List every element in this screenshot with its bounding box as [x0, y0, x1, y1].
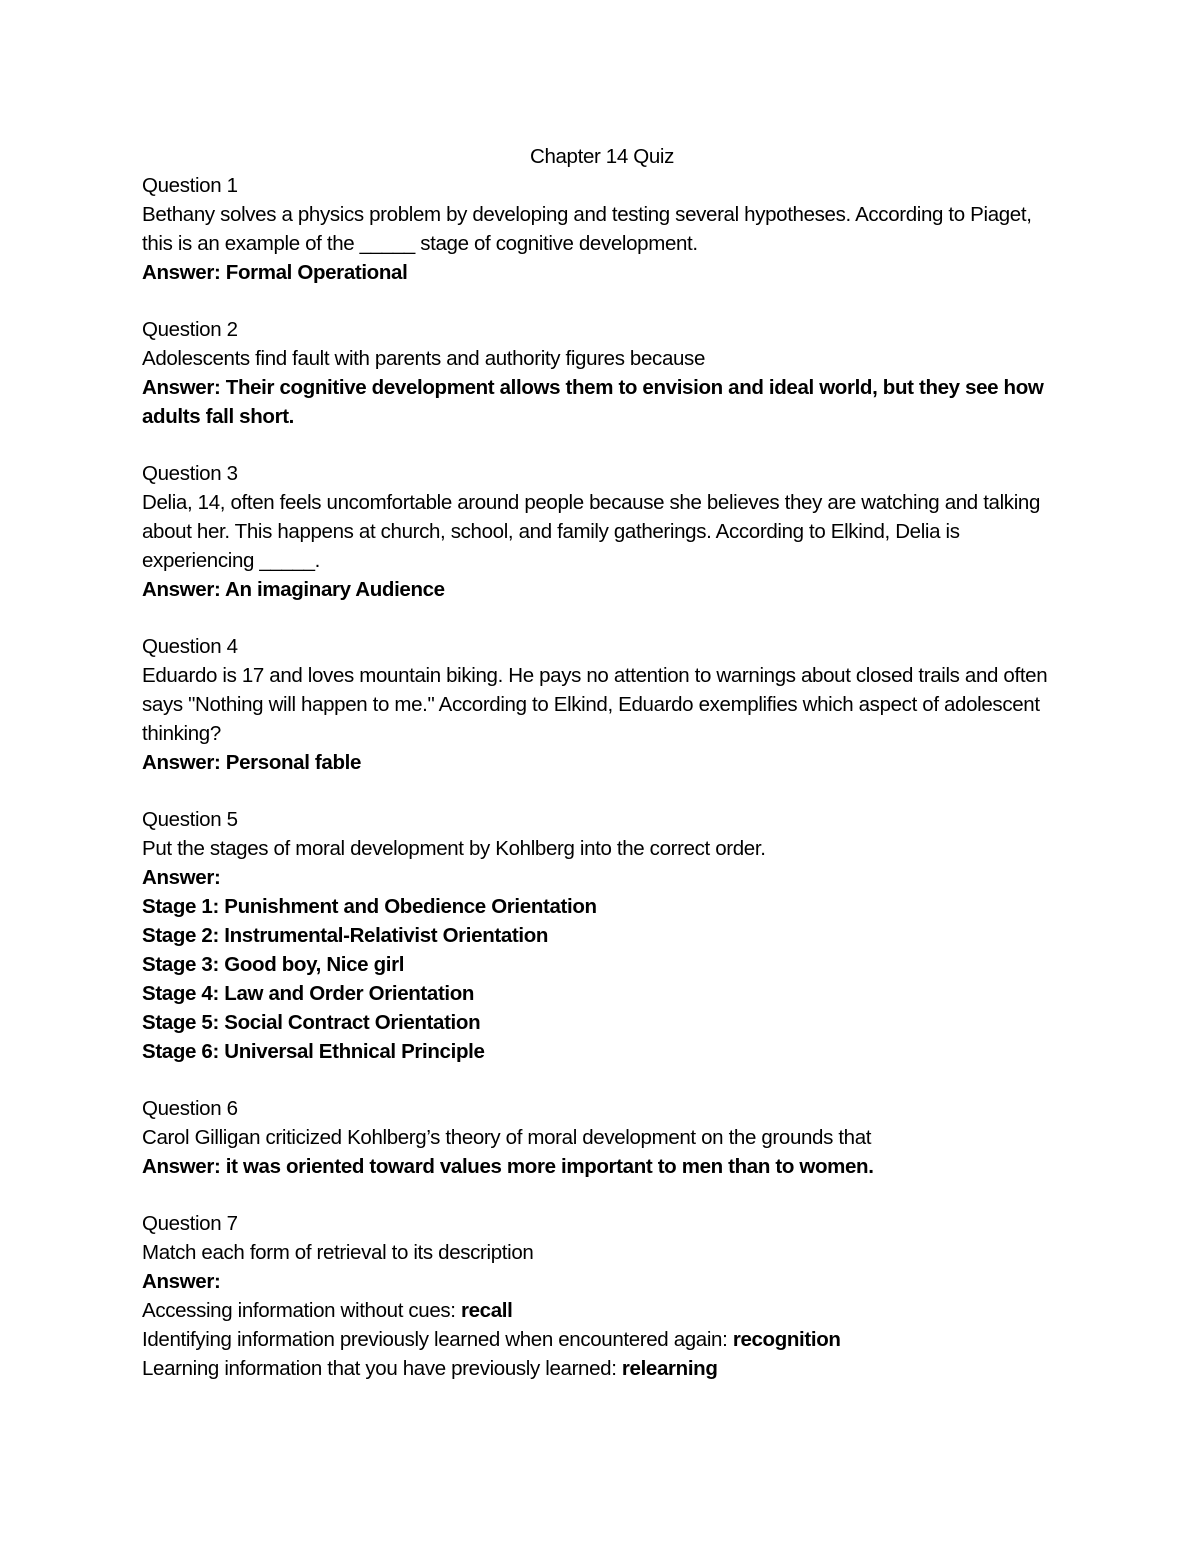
- answer-text: Answer: An imaginary Audience: [142, 578, 445, 601]
- document-title: Chapter 14 Quiz: [529, 145, 675, 168]
- answer-text: Answer: it was oriented toward values more important to men than to women.: [142, 1155, 874, 1178]
- question-6: [142, 1094, 1062, 1181]
- question-label: Question 5: [142, 808, 238, 831]
- question-4: [142, 632, 1062, 777]
- question-7: [142, 1209, 1062, 1383]
- match-term: recall: [460, 1299, 513, 1322]
- match-item: [142, 1296, 1062, 1325]
- question-text: Match each form of retrieval to its description: [142, 1241, 534, 1264]
- question-text: Eduardo is 17 and loves mountain biking. He pays no attention to warnings about closed trails and often says "Nothing will happen to me." According to Elkind, Eduardo exemplifies which aspect of adolescent thinking?: [142, 664, 1048, 745]
- question-1: [142, 171, 1062, 287]
- question-label: Question 4: [142, 635, 238, 658]
- stage-item: Stage 5: Social Contract Orientation: [142, 1011, 481, 1034]
- question-label: Question 2: [142, 318, 238, 341]
- stage-item: Stage 2: Instrumental-Relativist Orientation: [142, 924, 549, 947]
- stage-item: Stage 1: Punishment and Obedience Orientation: [142, 895, 597, 918]
- match-term: relearning: [621, 1357, 718, 1380]
- stage-item: Stage 6: Universal Ethnical Principle: [142, 1040, 485, 1063]
- answer-text: Answer: Personal fable: [142, 751, 362, 774]
- match-description: Learning information that you have previously learned:: [142, 1357, 622, 1380]
- match-item: [142, 1354, 1062, 1383]
- match-term: recognition: [732, 1328, 841, 1351]
- question-text: Adolescents find fault with parents and authority figures because: [142, 347, 705, 370]
- stage-item: Stage 4: Law and Order Orientation: [142, 982, 475, 1005]
- question-text: Put the stages of moral development by Kohlberg into the correct order.: [142, 837, 766, 860]
- quiz-document: [142, 142, 1062, 1411]
- question-2: [142, 315, 1062, 431]
- question-text: Carol Gilligan criticized Kohlberg’s theory of moral development on the grounds that: [142, 1126, 872, 1149]
- question-label: Question 3: [142, 462, 238, 485]
- match-description: Accessing information without cues:: [142, 1299, 461, 1322]
- match-item: [142, 1325, 1062, 1354]
- question-label: Question 7: [142, 1212, 238, 1235]
- answer-heading: Answer:: [142, 1270, 221, 1293]
- question-label: Question 6: [142, 1097, 238, 1120]
- match-description: Identifying information previously learned when encountered again:: [142, 1328, 733, 1351]
- question-3: [142, 459, 1062, 604]
- question-5: [142, 805, 1062, 1066]
- answer-heading: Answer:: [142, 866, 221, 889]
- answer-text: Answer: Formal Operational: [142, 261, 408, 284]
- answer-text: Answer: Their cognitive development allows them to envision and ideal world, but they see how adults fall short.: [142, 376, 1044, 428]
- question-text: Bethany solves a physics problem by developing and testing several hypotheses. According to Piaget, this is an example of the _____ stage of cognitive development.: [142, 203, 1032, 255]
- stage-item: Stage 3: Good boy, Nice girl: [142, 953, 405, 976]
- question-label: Question 1: [142, 174, 238, 197]
- question-text: Delia, 14, often feels uncomfortable around people because she believes they are watching and talking about her. This happens at church, school, and family gatherings. According to Elkind, Delia is experiencing _____.: [142, 491, 1041, 572]
